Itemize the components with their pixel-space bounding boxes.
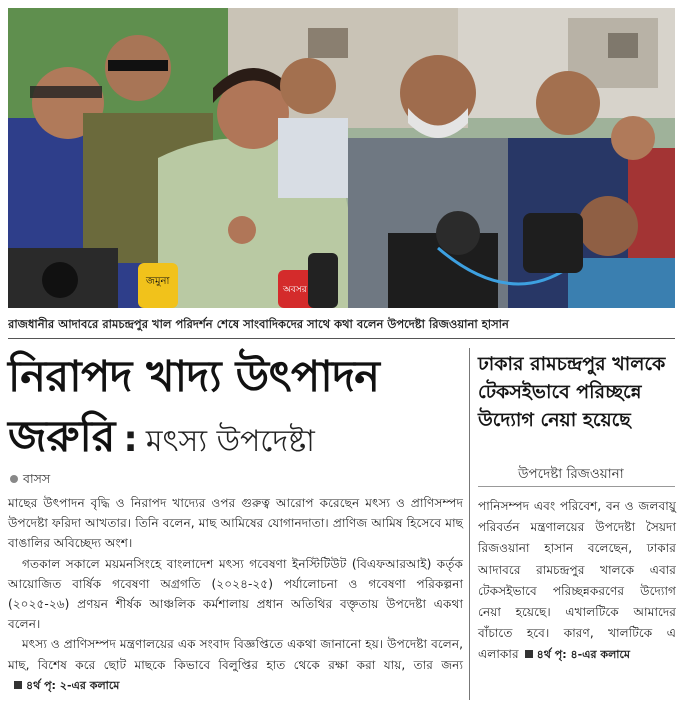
side-byline-rule <box>478 486 675 487</box>
main-continued-link[interactable] <box>8 679 119 692</box>
section-divider <box>8 338 675 339</box>
main-byline-text: বাসস <box>23 471 51 486</box>
main-headline-line1: নিরাপদ খাদ্য উৎপাদন <box>8 352 380 402</box>
square-bullet-icon <box>14 681 22 689</box>
square-bullet-icon <box>525 650 533 658</box>
main-paragraph-3 <box>8 634 463 696</box>
news-photo-illustration <box>8 8 675 308</box>
side-headline: ঢাকার রামচন্দ্রপুর খালকে টেকসইভাবে পরিচ্ছন্নে উদ্যোগ নেয়া হয়েছে <box>478 353 666 431</box>
mic-label-2: অবসর <box>283 285 307 295</box>
main-headline <box>8 348 463 473</box>
main-paragraph-3-text: মৎস্য ও প্রাণিসম্পদ মন্ত্রণালয়ের এক সংবাদ বিজ্ঞপ্তিতে একথা জানানো হয়। উপদেষ্টা বলেন, মাছ, বিশেষ করে ছোট মাছকে কিভাবে বিলুপ্তির হাত থেকে রক্ষা করা যায়, তার জন্য <box>8 637 463 672</box>
side-byline: উপদেষ্টা রিজওয়ানা <box>518 466 624 482</box>
main-paragraph-1: মাছের উৎপাদন বৃদ্ধি ও নিরাপদ খাদ্যের ওপর গুরুত্ব আরোপ করেছেন মৎস্য ও প্রাণিসম্পদ উপদেষ্টা ফরিদা আখতার। তিনি বলেন, মাছ আমিষের যোগানদাতা। প্রাণিজ আমিষ হিসেবে মাছ বাঙালির অবিচ্ছেদ্য অংশ। <box>8 496 463 551</box>
bullet-icon <box>10 475 18 483</box>
main-paragraph-2: গতকাল সকালে ময়মনসিংহে বাংলাদেশ মৎস্য গবেষণা ইনস্টিটিউট (বিএফআরআই) কর্তৃক আয়োজিত বার্ষিক গবেষণা অগ্রগতি (২০২৪-২৫) পর্যালোচনা ও গবেষণা পরিকল্পনা (২০২৫-২৬) প্রণয়ন শীর্ষক আঞ্চলিক কর্মশালায় প্রধান অতিথির বক্তৃতায় উপদেষ্টা একথা বলেন। <box>8 556 463 632</box>
side-continued-text: ৪র্থ পৃ: ৪-এর কলামে <box>536 648 631 662</box>
side-article-body <box>478 496 676 666</box>
photo-caption: রাজধানীর আদাবরে রামচন্দ্রপুর খাল পরিদর্শন শেষে সাংবাদিকদের সাথে কথা বলেন উপদেষ্টা রিজওয়ানা হাসান <box>8 317 509 331</box>
main-continued-text: ৪র্থ পৃ: ২-এর কলামে <box>26 678 120 692</box>
main-headline-line2 <box>8 410 463 473</box>
main-article-body <box>8 493 463 696</box>
main-headline-attribution: মৎস্য উপদেষ্টা <box>145 424 315 459</box>
side-continued-link[interactable] <box>519 648 630 661</box>
main-byline <box>10 471 50 491</box>
side-body-text: পানিসম্পদ এবং পরিবেশ, বন ও জলবায়ু পরিবর্তন মন্ত্রণালয়ের উপদেষ্টা সৈয়দা রিজওয়ানা হাসান বলেছেন, ঢাকার আদাবরে রামচন্দ্রপুর খালকে এবার টেকসইভাবে পরিচ্ছন্নকরণের উদ্যোগ নেয়া হয়েছে। এখালটিকে আমাদের বাঁচাতে হবে। কারণ, খালটিকে এ এলাকার <box>478 499 676 662</box>
mic-label-1: জমুনা <box>146 276 170 287</box>
news-photo <box>8 8 675 308</box>
main-headline-colon: : <box>123 419 138 460</box>
column-divider <box>469 348 470 700</box>
main-headline-emphasis: জরুরি <box>8 412 116 462</box>
